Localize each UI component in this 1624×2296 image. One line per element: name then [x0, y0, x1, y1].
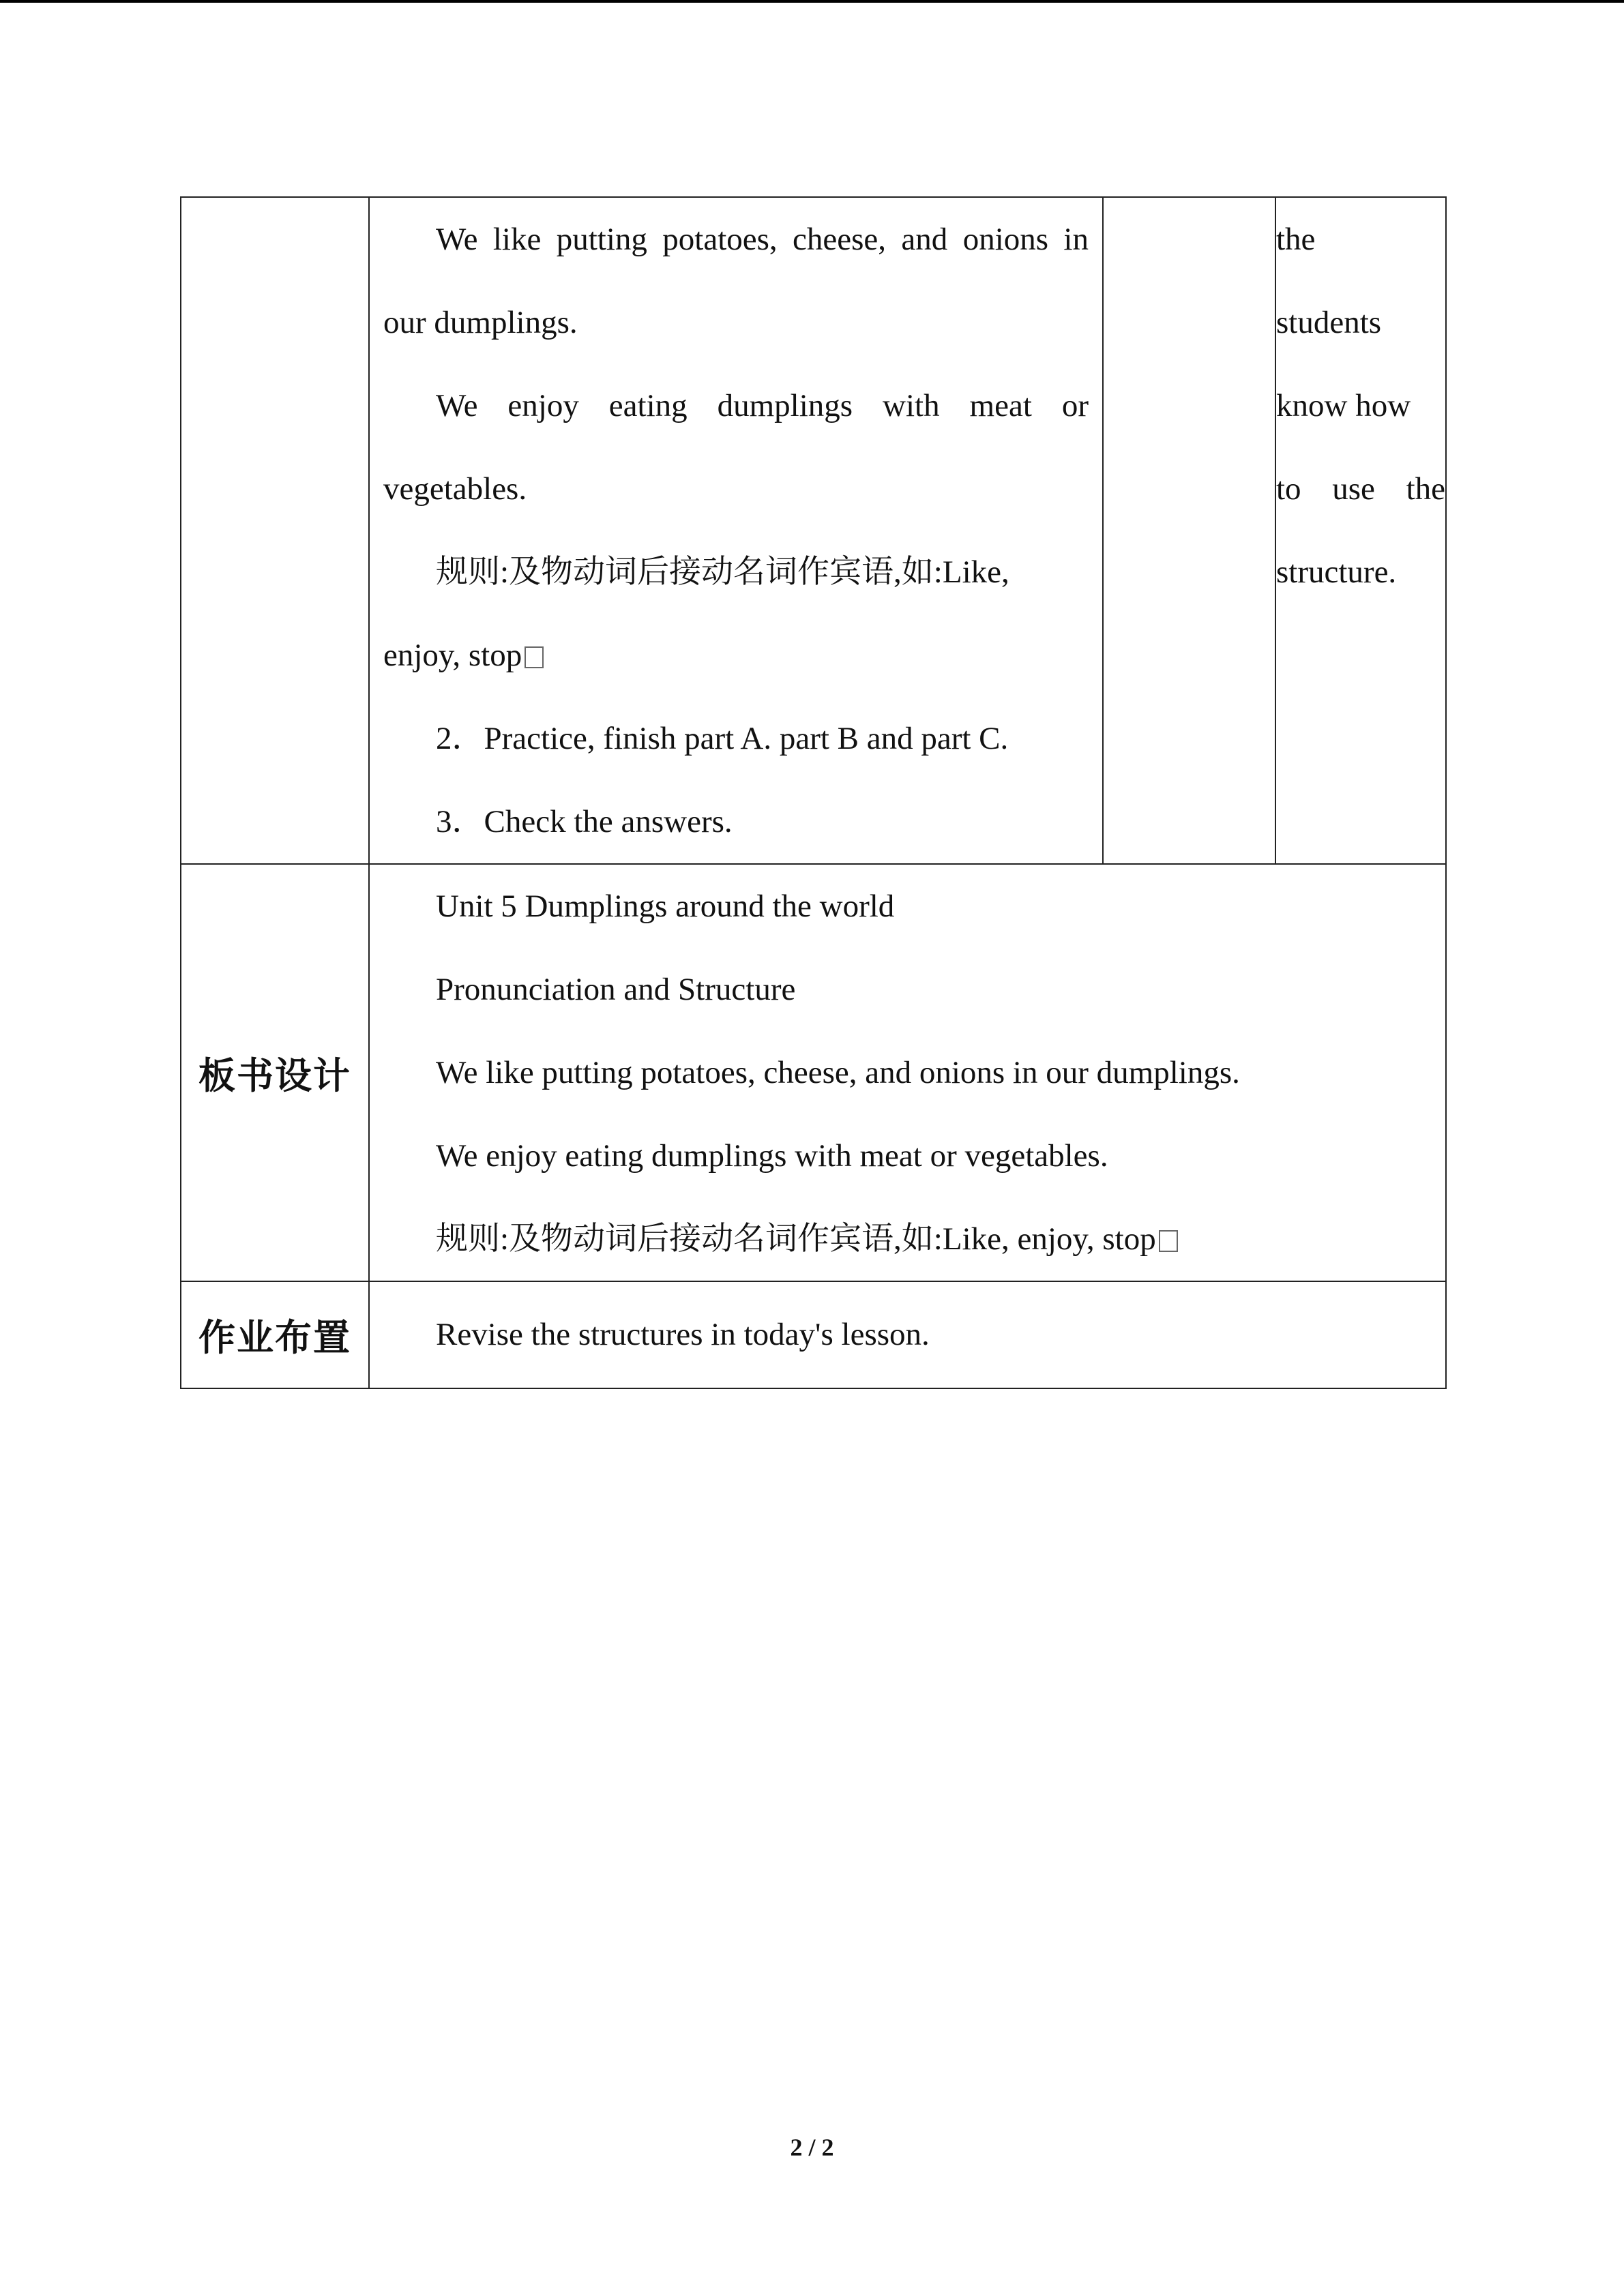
purpose-line-2: students: [1276, 305, 1382, 340]
board-line-rule-text: 规则:及物动词后接动名词作宾语,如:Like, enjoy, stop: [436, 1221, 1156, 1257]
example-sentence-2-part2: vegetables.: [383, 471, 527, 507]
board-line-subtitle: Pronunciation and Structure: [436, 972, 796, 1007]
board-line-rule: [370, 1197, 1445, 1281]
purpose-line-1: the: [1276, 222, 1316, 257]
lesson-plan-table: [180, 196, 1447, 1389]
board-design-row: [181, 864, 1446, 1281]
grammar-rule-part1: 规则:及物动词后接动名词作宾语,如:Like,: [436, 554, 1009, 590]
purpose-line-3: know how: [1276, 388, 1411, 423]
example-sentence-1-part1: We like putting potatoes, cheese, and onions in: [436, 222, 1089, 257]
board-design-label: 板书设计: [181, 864, 369, 1281]
page-number: 2 / 2: [790, 2134, 834, 2161]
homework-row: [181, 1281, 1446, 1388]
top-border-line: [0, 0, 1624, 3]
example-sentence-2-part1: We enjoy eating dumplings with meat or: [436, 388, 1089, 423]
empty-label-cell: [181, 197, 369, 864]
homework-text: Revise the structures in today's lesson.: [436, 1317, 930, 1352]
purpose-line-4: to use the: [1276, 471, 1445, 507]
purpose-cell: [1275, 197, 1446, 864]
board-design-content: [369, 864, 1446, 1281]
grammar-rule-part2: [370, 614, 1102, 697]
example-sentence-1-part2: our dumplings.: [383, 305, 578, 340]
board-line-sentence-1: We like putting potatoes, cheese, and onions in our dumplings.: [436, 1055, 1240, 1090]
homework-label: 作业布置: [181, 1281, 369, 1388]
check-answers-step: 3．Check the answers.: [436, 804, 733, 839]
procedure-content-cell: [369, 197, 1103, 864]
homework-content: [369, 1281, 1446, 1388]
purpose-line-5: structure.: [1276, 554, 1397, 590]
continued-procedure-row: [181, 197, 1446, 864]
board-line-title: Unit 5 Dumplings around the world: [436, 889, 895, 924]
practice-step: 2．Practice, finish part A. part B and part C.: [436, 721, 1009, 756]
empty-activity-cell: [1103, 197, 1275, 864]
grammar-rule-part2-text: enjoy, stop: [383, 638, 522, 673]
placeholder-box-icon: [525, 646, 544, 668]
placeholder-box-icon: [1159, 1230, 1178, 1252]
board-line-sentence-2: We enjoy eating dumplings with meat or vegetables.: [436, 1138, 1108, 1174]
